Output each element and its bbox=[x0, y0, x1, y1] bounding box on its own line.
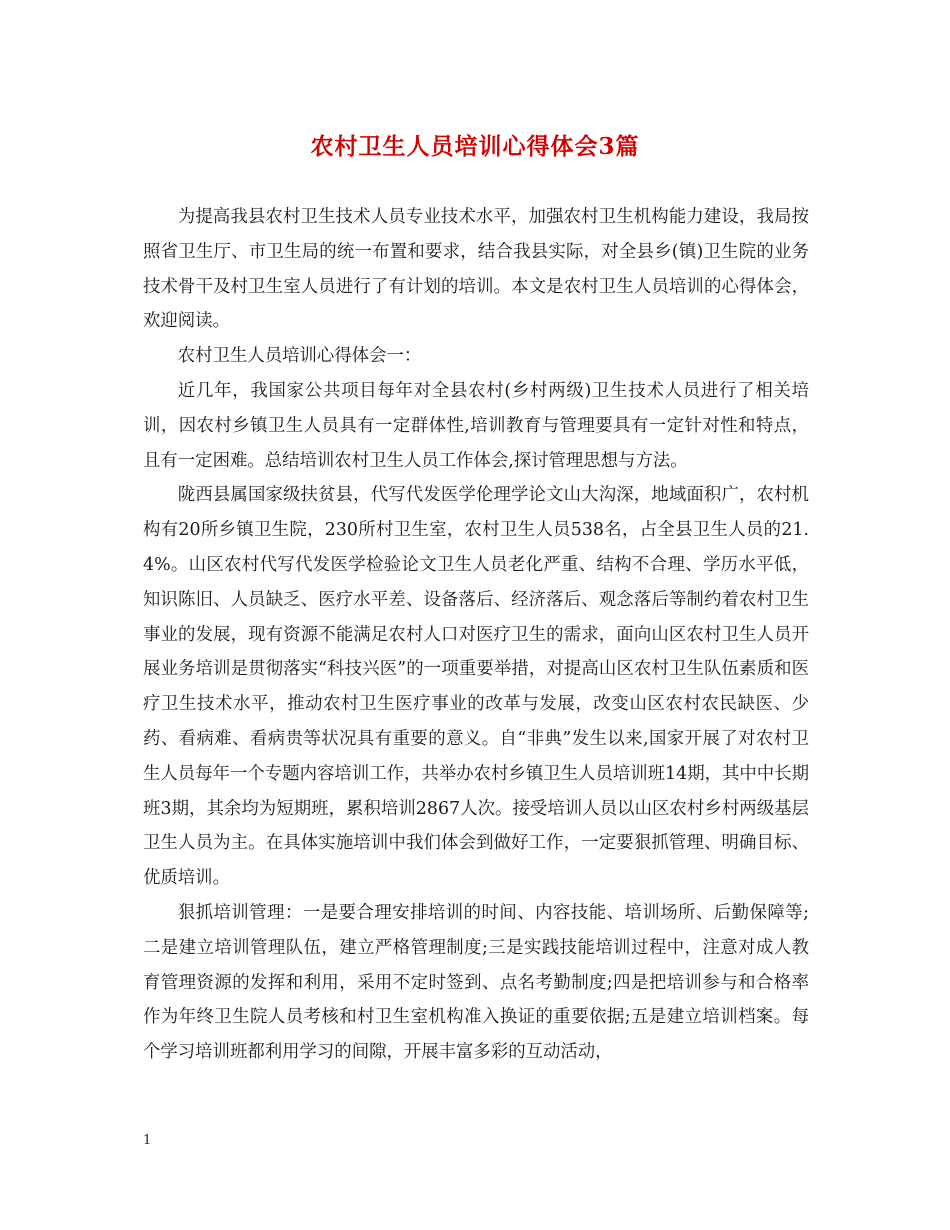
paragraph-county-situation: 陇西县属国家级扶贫县，代写代发医学伦理学论文山大沟深，地域面积广，农村机构有20所乡镇卫生院，230所村卫生室，农村卫生人员538名，占全县卫生人员的21.4%。山区农村代写代发医学检验论文卫生人员老化严重、结构不合理、学历水平低，知识陈旧、人员缺乏、医疗水平差、设备落后、经济落后、观念落后等制约着农村卫生事业的发展，现有资源不能满足农村人口对医疗卫生的需求，面向山区农村卫生人员开展业务培训是贯彻落实“科技兴医”的一项重要举措，对提高山区农村卫生队伍素质和医疗卫生技术水平，推动农村卫生医疗事业的改革与发展，改变山区农村农民缺医、少药、看病难、看病贵等状况具有重要的意义。自“非典”发生以来,国家开展了对农村卫生人员每年一个专题内容培训工作，共举办农村乡镇卫生人员培训班14期，其中中长期班3期，其余均为短期班，累积培训2867人次。接受培训人员以山区农村乡村两级基层卫生人员为主。在具体实施培训中我们体会到做好工作，一定要狠抓管理、明确目标、优质培训。 bbox=[143, 485, 809, 889]
paragraph-training-management: 狠抓培训管理：一是要合理安排培训的时间、内容技能、培训场所、后勤保障等;二是建立培训管理队伍，建立严格管理制度;三是实践技能培训过程中，注意对成人教育管理资源的发挥和利用，采用不定时签到、点名考勤制度;四是把培训参与和合格率作为年终卫生院人员考核和村卫生室机构准入换证的重要依据;五是建立培训档案。每个学习培训班都利用学习的间隙，开展丰富多彩的互动活动， bbox=[143, 902, 809, 1063]
paragraph-intro: 为提高我县农村卫生技术人员专业技术水平，加强农村卫生机构能力建设，我局按照省卫生厅、市卫生局的统一布置和要求，结合我县实际，对全县乡(镇)卫生院的业务技术骨干及村卫生室人员进行了有计划的培训。本文是农村卫生人员培训的心得体会，欢迎阅读。 bbox=[143, 207, 809, 332]
paragraph-background: 近几年，我国家公共项目每年对全县农村(乡村两级)卫生技术人员进行了相关培训，因农村乡镇卫生人员具有一定群体性,培训教育与管理要具有一定针对性和特点，且有一定困难。总结培训农村卫生人员工作体会,探讨管理思想与方法。 bbox=[143, 380, 809, 471]
document-body bbox=[143, 200, 809, 1070]
document-title: 农村卫生人员培训心得体会3篇 bbox=[310, 133, 640, 160]
paragraph-section-heading: 农村卫生人员培训心得体会一： bbox=[177, 346, 422, 367]
page-number: 1 bbox=[143, 1133, 152, 1148]
